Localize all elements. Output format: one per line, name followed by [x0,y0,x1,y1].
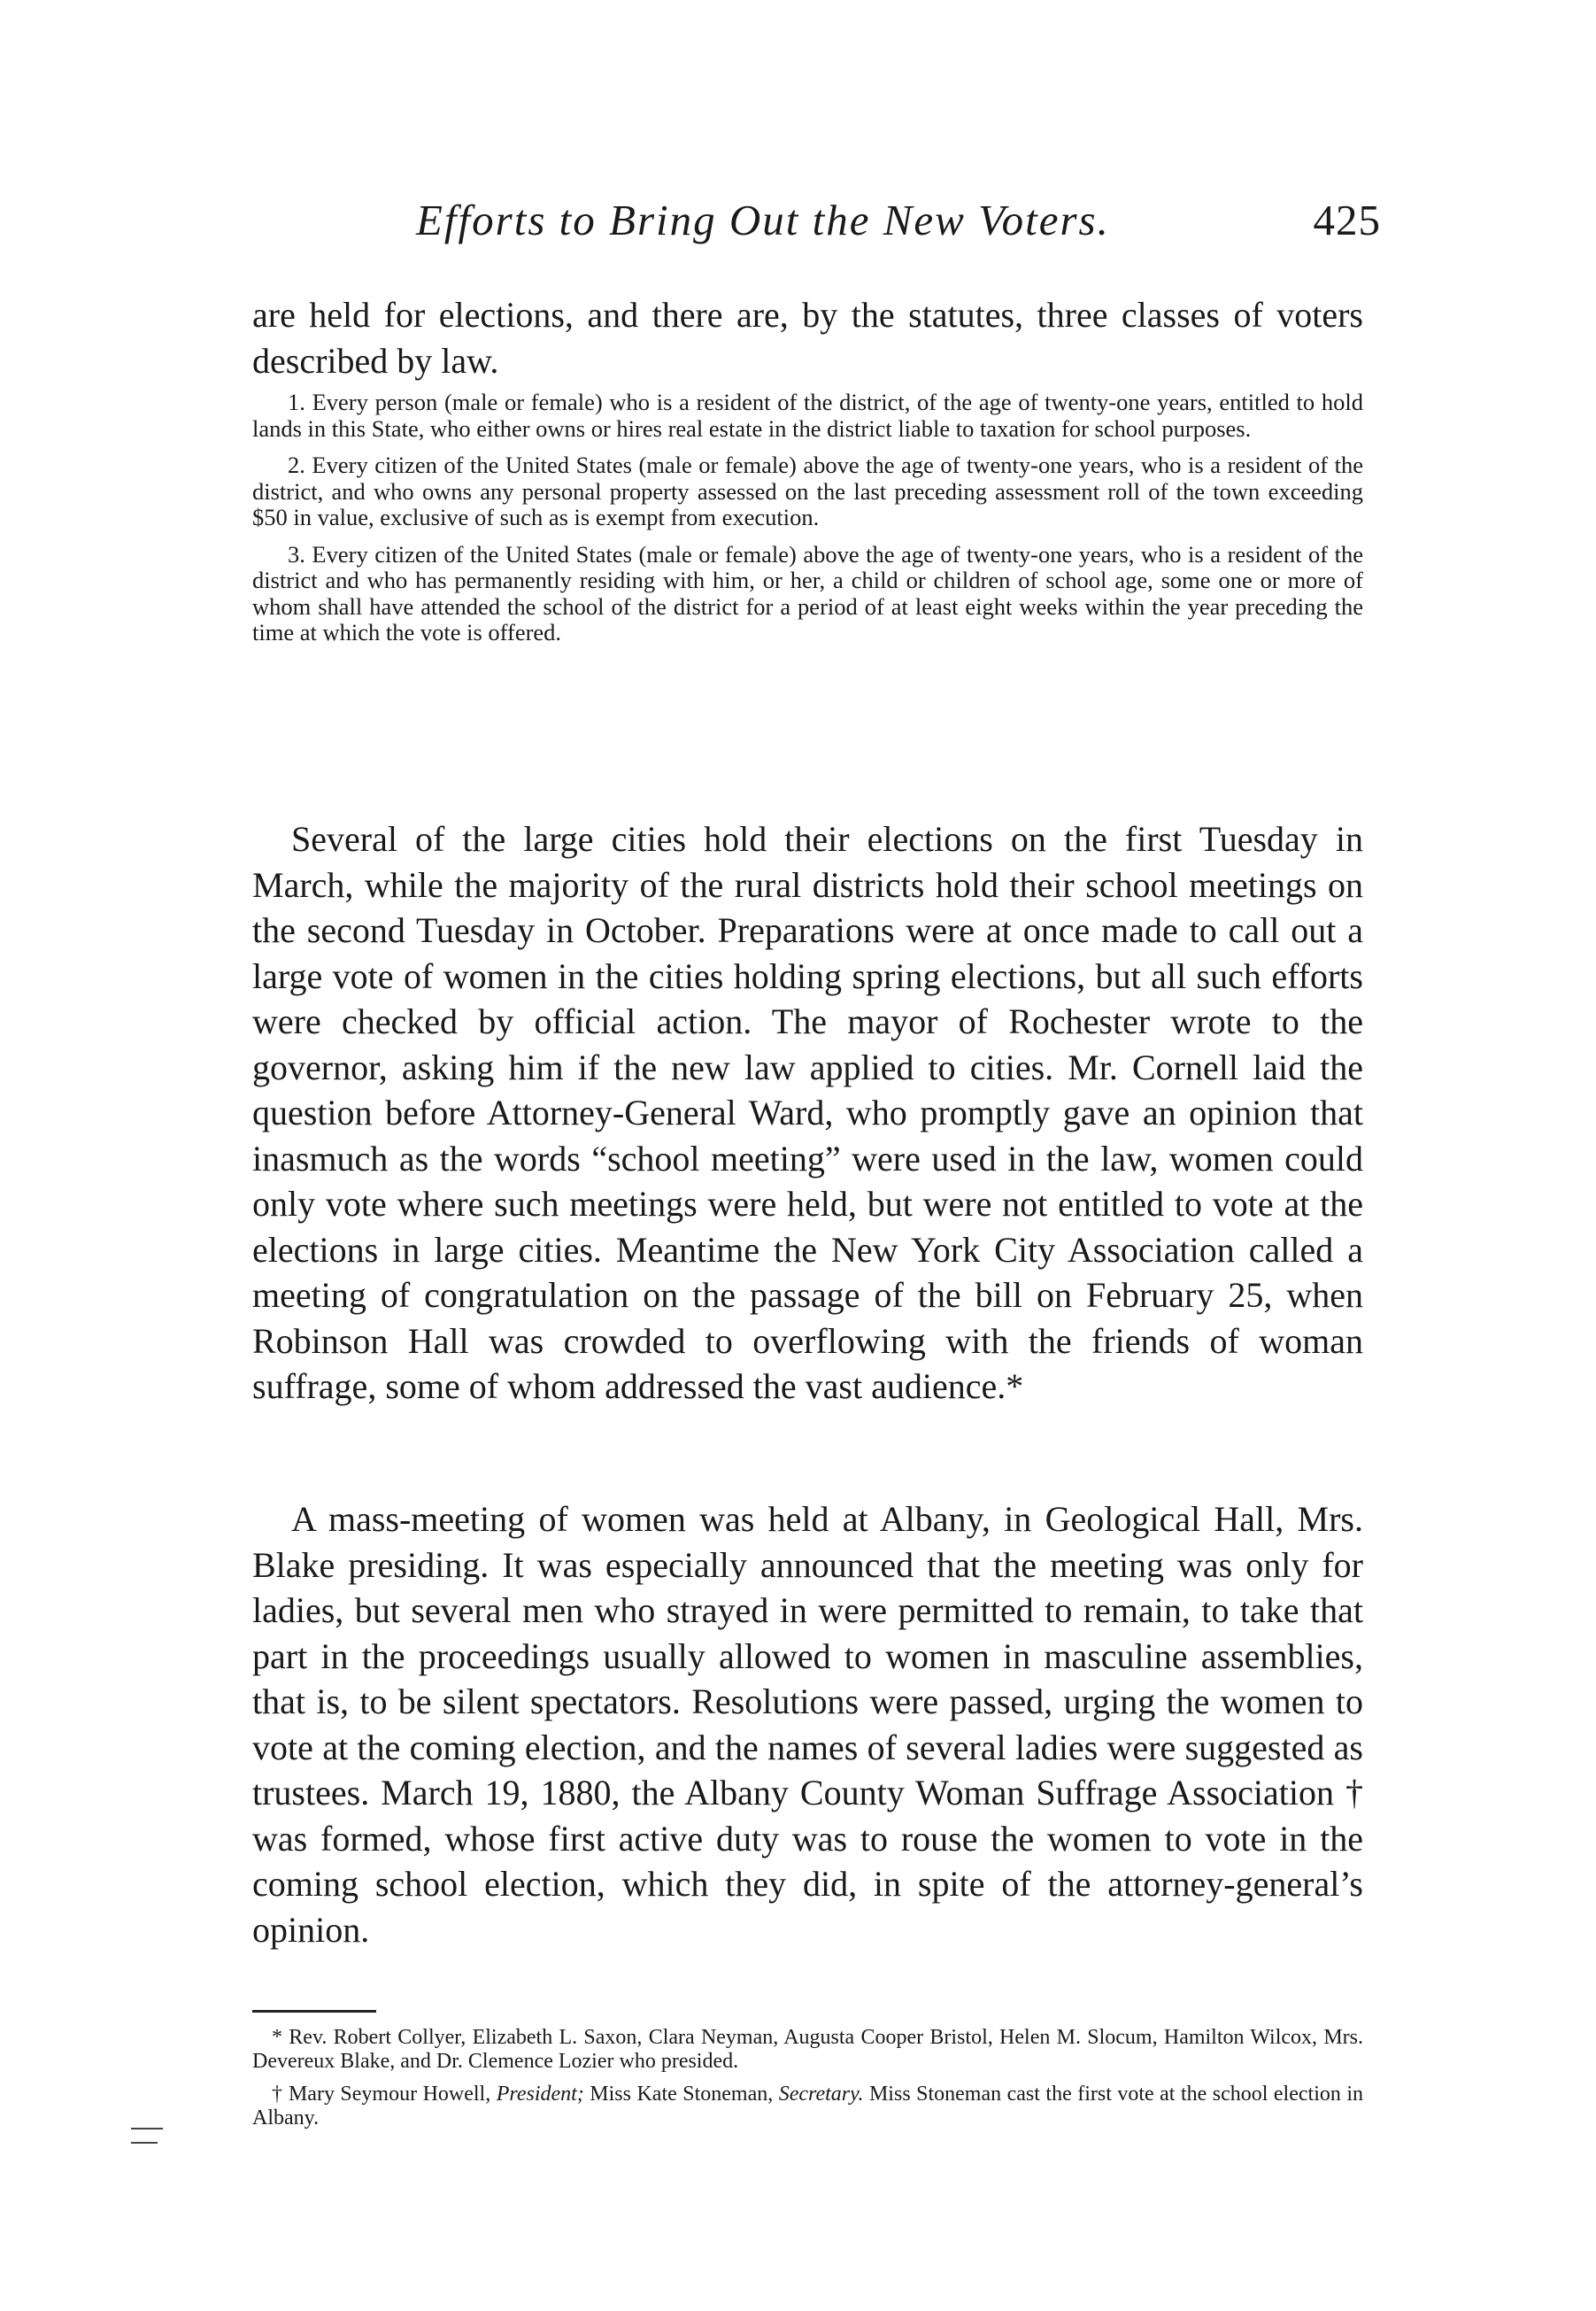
voter-class-2: 2. Every citizen of the United States (male or female) above the age of twenty-one years, who is a resident of the district, and who owns any personal property assessed on the last preceding assessment roll of the town exceeding $50 in value, exclusive of such as is exempt from execution. [252,452,1363,530]
body-paragraph-elections: Several of the large cities hold their elections on the first Tuesday in March, while the majority of the rural districts hold their school meetings on the second Tuesday in October. Preparations were at once made to call out a large vote of women in the cities holding spring elections, but all such efforts were checked by official action. The mayor of Rochester wrote to the governor, asking him if the new law applied to cities. Mr. Cornell laid the question before Attorney-General Ward, who promptly gave an opinion that inasmuch as the words “school meeting” were used in the law, women could only vote where such meetings were held, but were not entitled to vote at the elections in large cities. Meantime the New York City Association called a meeting of congratulation on the passage of the bill on February 25, when Robinson Hall was crowded to overflowing with the friends of woman suffrage, some of whom addressed the vast audience.* [252,819,1363,1406]
footnote-rule [252,2010,376,2013]
lead-paragraph: are held for elections, and there are, by the statutes, three classes of voters described by law. [252,295,1363,381]
body-paragraph-albany: A mass-meeting of women was held at Albany, in Geological Hall, Mrs. Blake presiding. It was especially announced that the meeting was only for ladies, but several men who strayed in were permitted to remain, to take that part in the proceedings usually allowed to women in masculine assemblies, that is, to be silent spectators. Resolutions were passed, urging the women to vote at the coming election, and the names of several ladies were suggested as trustees. March 19, 1880, the Albany County Woman Suffrage Association † was formed, whose first active duty was to rouse the women to vote in the coming school election, which they did, in spite of the attorney-general’s opinion. [252,1499,1363,1950]
footnote-asterisk: * Rev. Robert Collyer, Elizabeth L. Saxon, Clara Neyman, Augusta Cooper Bristol, Helen M. Slocum, Hamilton Wilcox, Mrs. Devereux Blake, and Dr. Clemence Lozier who presided. [252,2026,1363,2073]
voter-class-3: 3. Every citizen of the United States (male or female) above the age of twenty-one years, who is a resident of the district and who has permanently residing with him, or her, a child or children of school age, some one or more of whom shall have attended the school of the district for a period of at least eight weeks within the year preceding the time at which the vote is offered. [252,540,1363,645]
voter-classes-list [252,390,1363,657]
page-header [416,195,1381,266]
running-title: Efforts to Bring Out the New Voters. [416,196,1110,244]
footnote-dagger-tail: Miss Stoneman cast the first vote at the school election in Albany. [252,2083,1364,2129]
page-number: 425 [1313,196,1381,244]
footnotes [252,2026,1363,2139]
footnote-dagger-name: † Mary Seymour Howell, [272,2083,491,2106]
footnote-dagger-title-secretary: Secretary. [778,2083,864,2106]
voter-class-1: 1. Every person (male or female) who is a resident of the district, of the age of twenty-one years, entitled to hold lands in this State, who either owns or hires real estate in the district liable to taxation for school purposes. [252,389,1363,442]
footnote-dagger [252,2083,1363,2130]
footnote-dagger-title-president: President; [496,2083,584,2106]
footnote-dagger-middle: Miss Kate Stoneman, [590,2083,774,2106]
margin-scan-mark [131,2121,165,2156]
